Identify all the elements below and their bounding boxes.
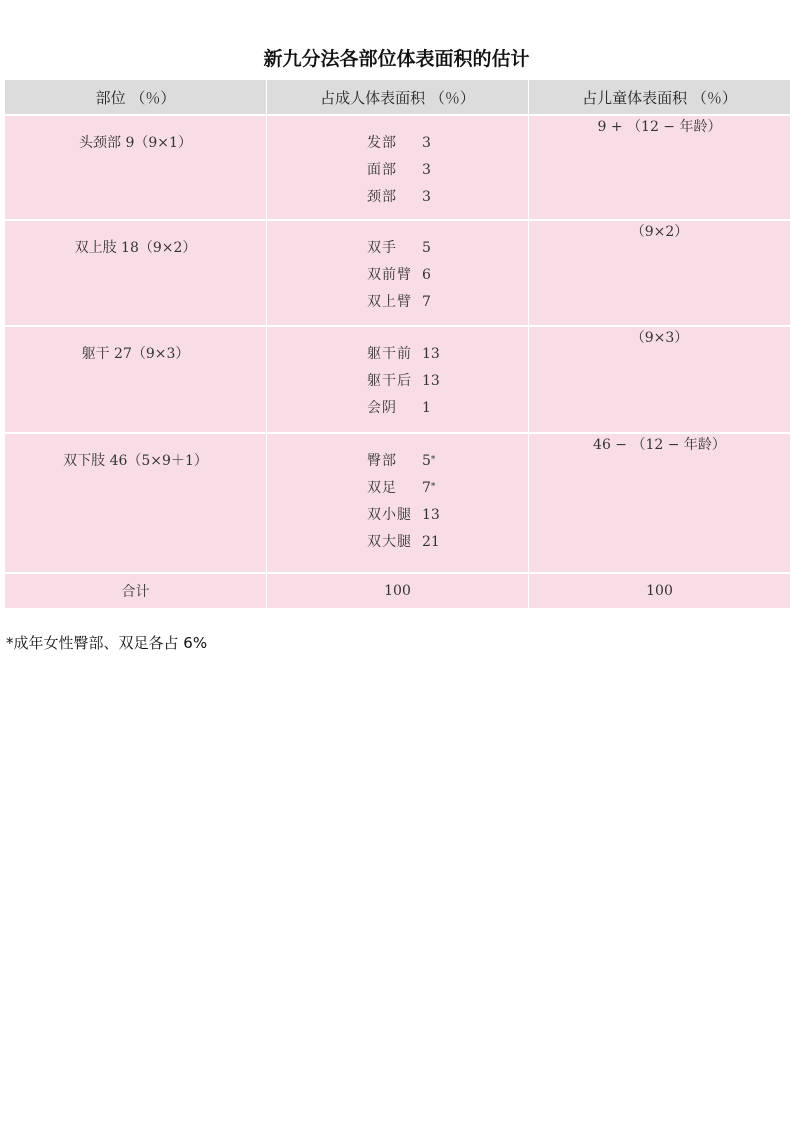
header-adult-percent: 占成人体表面积 （％） (267, 80, 529, 115)
part-value: 13 (422, 346, 440, 362)
part-row (367, 475, 528, 502)
part-name: 会阴 (367, 400, 397, 416)
table-title: 新九分法各部位体表面积的估计 (263, 48, 530, 70)
table-row-trunk (5, 326, 791, 433)
total-label: 合计 (5, 573, 267, 609)
part-row (367, 395, 528, 422)
child-formula-cell: （9×3） (529, 326, 791, 433)
footnote-marker: * (430, 455, 436, 465)
region-cell (5, 115, 267, 220)
part-row (367, 368, 528, 395)
part-name: 双小腿 (367, 507, 412, 523)
part-value: 3 (422, 162, 431, 178)
part-name: 双足 (367, 480, 397, 496)
part-row (367, 529, 528, 556)
region-cell (5, 433, 267, 573)
part-value: 7 (422, 480, 431, 496)
child-formula-cell: （9×2） (529, 220, 791, 326)
part-name: 颈部 (367, 189, 397, 205)
part-value: 5 (422, 240, 431, 256)
part-value: 7 (422, 294, 431, 310)
part-row (367, 502, 528, 529)
table-row-head-neck (5, 115, 791, 220)
region-cell (5, 220, 267, 326)
child-formula-cell: 46 − （12 − 年龄） (529, 433, 791, 573)
table-row-upper-limbs (5, 220, 791, 326)
part-row (367, 130, 528, 157)
part-row (367, 157, 528, 184)
footnote-marker: * (430, 482, 436, 492)
part-row (367, 341, 528, 368)
part-name: 发部 (367, 135, 397, 151)
part-name: 双大腿 (367, 534, 412, 550)
header-child-percent: 占儿童体表面积 （％） (529, 80, 791, 115)
part-value: 3 (422, 135, 431, 151)
part-value: 13 (422, 373, 440, 389)
table-row-total (5, 573, 791, 609)
part-name: 双前臂 (367, 267, 412, 283)
part-row (367, 262, 528, 289)
part-value: 1 (422, 400, 431, 416)
adult-parts-cell (267, 220, 529, 326)
region-cell (5, 326, 267, 433)
region-label: 躯干 27（9×3） (81, 346, 190, 362)
part-row (367, 184, 528, 211)
adult-parts-cell (267, 115, 529, 220)
part-value: 6 (422, 267, 431, 283)
total-child: 100 (529, 573, 791, 609)
header-row (5, 80, 791, 115)
adult-parts-cell (267, 433, 529, 573)
part-value: 5 (422, 453, 431, 469)
part-name: 面部 (367, 162, 397, 178)
region-label: 双下肢 46（5×9＋1） (63, 453, 208, 469)
region-label: 头颈部 9（9×1） (79, 135, 192, 151)
part-name: 双上臂 (367, 294, 412, 310)
part-name: 双手 (367, 240, 397, 256)
part-name: 躯干前 (367, 346, 412, 362)
total-adult: 100 (267, 573, 529, 609)
part-value: 21 (422, 534, 440, 550)
header-region: 部位 （％） (5, 80, 267, 115)
child-formula-cell: 9 + （12 − 年龄） (529, 115, 791, 220)
part-value: 3 (422, 189, 431, 205)
part-name: 臀部 (367, 453, 397, 469)
part-row (367, 448, 528, 475)
part-name: 躯干后 (367, 373, 412, 389)
part-row (367, 289, 528, 316)
footnote: *成年女性臀部、双足各占 6% (6, 634, 208, 652)
body-surface-area-table (4, 80, 791, 609)
part-row (367, 235, 528, 262)
adult-parts-cell (267, 326, 529, 433)
part-value: 13 (422, 507, 440, 523)
table-row-lower-limbs (5, 433, 791, 573)
region-label: 双上肢 18（9×2） (74, 240, 197, 256)
